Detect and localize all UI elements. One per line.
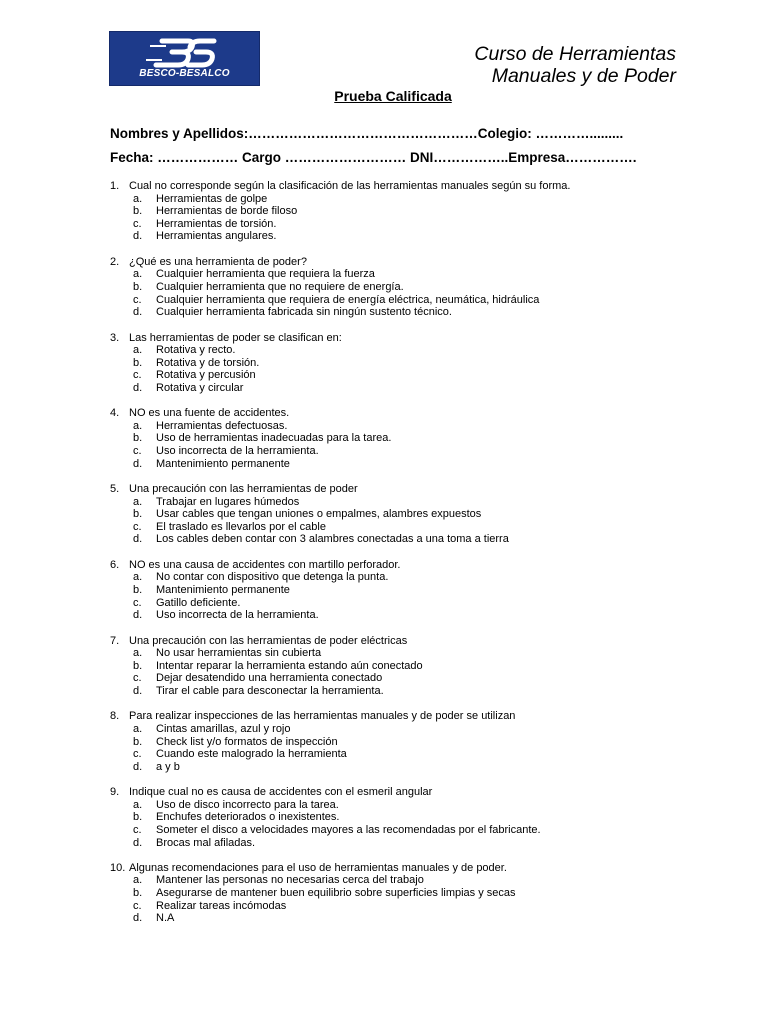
question-header	[110, 332, 710, 345]
option-letter: d.	[133, 684, 143, 697]
answer-option	[110, 281, 710, 294]
answer-option	[110, 874, 710, 887]
option-letter: b.	[133, 887, 143, 900]
answer-option	[110, 218, 710, 231]
option-text: Rotativa y recto.	[156, 344, 236, 357]
option-text: Uso incorrecta de la herramienta.	[156, 609, 319, 622]
option-text: Asegurarse de mantener buen equilibrio sobre superficies limpias y secas	[156, 887, 516, 900]
question-number: 7.	[110, 634, 120, 647]
option-text: Someter el disco a velocidades mayores a las recomendadas por el fabricante.	[156, 823, 541, 836]
option-text: Enchufes deteriorados o inexistentes.	[156, 811, 340, 824]
fields-line-name-school: Nombres y Apellidos:……………………………………………Colegio: ………….........	[110, 126, 624, 141]
option-text: Realizar tareas incómodas	[156, 899, 287, 912]
logo-text: BESCO-BESALCO	[139, 68, 230, 79]
question-item	[110, 710, 710, 773]
answer-option	[110, 268, 710, 281]
question-item	[110, 635, 710, 698]
answer-option	[110, 294, 710, 307]
option-letter: c.	[133, 748, 142, 761]
option-text: Herramientas de borde filoso	[156, 205, 298, 218]
option-text: Cintas amarillas, azul y rojo	[156, 722, 291, 735]
option-text: Gatillo deficiente.	[156, 596, 241, 609]
option-letter: b.	[133, 280, 143, 293]
answer-option	[110, 357, 710, 370]
answer-option	[110, 521, 710, 534]
option-letter: c.	[133, 217, 142, 230]
option-text: Dejar desatendido una herramienta conectado	[156, 672, 383, 685]
option-letter: a.	[133, 722, 143, 735]
company-logo	[109, 31, 260, 86]
option-letter: a.	[133, 874, 143, 887]
question-header	[110, 559, 710, 572]
option-letter: a.	[133, 344, 143, 357]
option-text: Herramientas defectuosas.	[156, 419, 288, 432]
question-header	[110, 483, 710, 496]
question-item	[110, 483, 710, 546]
question-header	[110, 407, 710, 420]
option-letter: d.	[133, 381, 143, 394]
option-letter: c.	[133, 672, 142, 685]
answer-option	[110, 837, 710, 850]
question-number: 2.	[110, 255, 120, 268]
document-title	[474, 43, 676, 87]
option-letter: b.	[133, 811, 143, 824]
option-text: Tirar el cable para desconectar la herramienta.	[156, 684, 384, 697]
option-letter: a.	[133, 192, 143, 205]
question-number: 8.	[110, 710, 120, 723]
question-text: Para realizar inspecciones de las herramientas manuales y de poder se utilizan	[129, 710, 516, 723]
option-letter: a.	[133, 647, 143, 660]
question-item	[110, 862, 710, 925]
question-header	[110, 786, 710, 799]
option-letter: c.	[133, 899, 142, 912]
question-header	[110, 256, 710, 269]
answer-option	[110, 306, 710, 319]
option-letter: c.	[133, 596, 142, 609]
option-letter: c.	[133, 823, 142, 836]
answer-option	[110, 647, 710, 660]
question-list	[110, 180, 710, 938]
answer-option	[110, 799, 710, 812]
question-number: 6.	[110, 558, 120, 571]
option-letter: c.	[133, 520, 142, 533]
option-letter: d.	[133, 836, 143, 849]
option-text: Cualquier herramienta que requiera la fuerza	[156, 268, 375, 281]
option-text: Los cables deben contar con 3 alambres conectadas a una toma a tierra	[156, 533, 509, 546]
option-text: Uso incorrecta de la herramienta.	[156, 445, 319, 458]
answer-option	[110, 887, 710, 900]
answer-option	[110, 230, 710, 243]
answer-option	[110, 571, 710, 584]
question-header	[110, 862, 710, 875]
option-letter: b.	[133, 659, 143, 672]
option-text: Herramientas de torsión.	[156, 217, 277, 230]
question-text: Indique cual no es causa de accidentes con el esmeril angular	[129, 786, 433, 799]
option-letter: a.	[133, 268, 143, 281]
question-item	[110, 407, 710, 470]
answer-option	[110, 193, 710, 206]
option-text: Uso de disco incorrecto para la tarea.	[156, 798, 339, 811]
answer-option	[110, 597, 710, 610]
option-letter: b.	[133, 356, 143, 369]
option-text: Mantenimiento permanente	[156, 584, 290, 597]
question-number: 5.	[110, 483, 120, 496]
option-letter: b.	[133, 205, 143, 218]
question-text: ¿Qué es una herramienta de poder?	[129, 255, 307, 268]
answer-option	[110, 432, 710, 445]
option-text: Uso de herramientas inadecuadas para la tarea.	[156, 432, 392, 445]
option-text: Cualquier herramienta que requiera de energía eléctrica, neumática, hidráulica	[156, 293, 540, 306]
option-letter: d.	[133, 533, 143, 546]
question-text: Algunas recomendaciones para el uso de herramientas manuales y de poder.	[129, 861, 507, 874]
option-text: Cualquier herramienta que no requiere de energía.	[156, 280, 404, 293]
answer-option	[110, 344, 710, 357]
question-number: 1.	[110, 180, 120, 192]
answer-option	[110, 533, 710, 546]
answer-option	[110, 748, 710, 761]
question-header	[110, 180, 710, 193]
option-text: a y b	[156, 760, 180, 773]
option-letter: d.	[133, 230, 143, 243]
option-letter: a.	[133, 419, 143, 432]
answer-option	[110, 584, 710, 597]
answer-option	[110, 723, 710, 736]
option-text: No contar con dispositivo que detenga la punta.	[156, 571, 389, 584]
question-number: 3.	[110, 331, 120, 344]
question-text: Cual no corresponde según la clasificación de las herramientas manuales según su forma.	[129, 180, 571, 192]
option-text: Usar cables que tengan uniones o empalmes, alambres expuestos	[156, 508, 482, 521]
logo-mark-icon	[110, 32, 261, 72]
option-text: Check list y/o formatos de inspección	[156, 735, 338, 748]
question-item	[110, 180, 710, 243]
answer-option	[110, 458, 710, 471]
answer-option	[110, 736, 710, 749]
option-letter: b.	[133, 508, 143, 521]
option-text: Brocas mal afiladas.	[156, 836, 256, 849]
question-text: Las herramientas de poder se clasifican en:	[129, 331, 342, 344]
answer-option	[110, 761, 710, 774]
option-text: Trabajar en lugares húmedos	[156, 495, 300, 508]
question-item	[110, 559, 710, 622]
option-letter: a.	[133, 571, 143, 584]
option-letter: c.	[133, 445, 142, 458]
option-text: Mantener las personas no necesarias cerca del trabajo	[156, 874, 424, 887]
option-text: Herramientas angulares.	[156, 230, 277, 243]
option-letter: d.	[133, 760, 143, 773]
question-item	[110, 332, 710, 395]
document-subtitle: Prueba Calificada	[334, 88, 452, 104]
option-text: Cualquier herramienta fabricada sin ningún sustento técnico.	[156, 306, 452, 319]
question-item	[110, 786, 710, 849]
option-letter: d.	[133, 609, 143, 622]
answer-option	[110, 609, 710, 622]
answer-option	[110, 420, 710, 433]
option-text: Rotativa y circular	[156, 381, 244, 394]
question-text: Una precaución con las herramientas de poder eléctricas	[129, 634, 408, 647]
answer-option	[110, 205, 710, 218]
option-letter: b.	[133, 432, 143, 445]
question-header	[110, 635, 710, 648]
option-text: Rotativa y de torsión.	[156, 356, 260, 369]
question-text: NO es una causa de accidentes con martillo perforador.	[129, 558, 401, 571]
question-number: 4.	[110, 407, 120, 420]
question-number: 9.	[110, 786, 120, 799]
answer-option	[110, 912, 710, 925]
answer-option	[110, 811, 710, 824]
title-line-2: Manuales y de Poder	[491, 65, 676, 87]
option-text: Herramientas de golpe	[156, 192, 268, 205]
answer-option	[110, 445, 710, 458]
answer-option	[110, 508, 710, 521]
answer-option	[110, 369, 710, 382]
title-line-1: Curso de Herramientas	[474, 43, 676, 65]
answer-option	[110, 900, 710, 913]
option-text: No usar herramientas sin cubierta	[156, 647, 322, 660]
option-letter: b.	[133, 584, 143, 597]
option-text: Intentar reparar la herramienta estando aún conectado	[156, 659, 423, 672]
option-text: El traslado es llevarlos por el cable	[156, 520, 326, 533]
option-letter: a.	[133, 798, 143, 811]
option-letter: d.	[133, 912, 143, 925]
option-letter: d.	[133, 457, 143, 470]
option-text: Cuando este malogrado la herramienta	[156, 748, 347, 761]
option-letter: a.	[133, 495, 143, 508]
question-text: NO es una fuente de accidentes.	[129, 407, 290, 420]
answer-option	[110, 382, 710, 395]
answer-option	[110, 824, 710, 837]
question-text: Una precaución con las herramientas de poder	[129, 483, 358, 496]
answer-option	[110, 672, 710, 685]
question-number: 10.	[110, 861, 126, 874]
answer-option	[110, 660, 710, 673]
answer-option	[110, 685, 710, 698]
option-letter: d.	[133, 306, 143, 319]
option-letter: c.	[133, 293, 142, 306]
option-letter: c.	[133, 369, 142, 382]
option-text: Mantenimiento permanente	[156, 457, 290, 470]
answer-option	[110, 496, 710, 509]
fields-line-date-position: Fecha: ……………… Cargo ……………………… DNI……………..Empresa…………….	[110, 150, 637, 165]
option-text: Rotativa y percusión	[156, 369, 256, 382]
option-letter: b.	[133, 735, 143, 748]
question-header	[110, 710, 710, 723]
option-text: N.A	[156, 912, 175, 925]
question-item	[110, 256, 710, 319]
